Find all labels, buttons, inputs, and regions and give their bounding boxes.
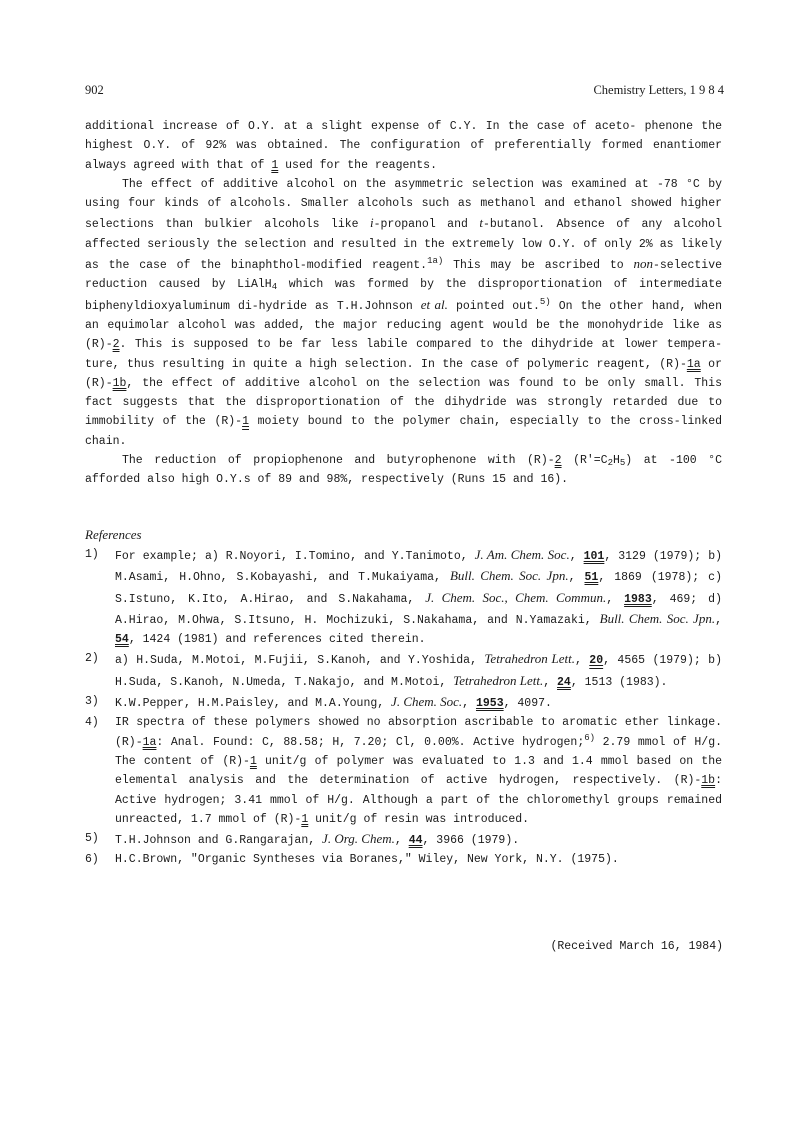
reference-item <box>85 850 722 869</box>
paragraph-1: additional increase of O.Y. at a slight expense of C.Y. In the case of aceto- phenone the highest O.Y. of 92% was obtained. The configuration of preferentially formed enantiomer always agreed with that of 1 used for the reagents. <box>85 120 722 172</box>
reference-text: H.C.Brown, "Organic Syntheses via Boranes," Wiley, New York, N.Y. (1975). <box>115 853 619 867</box>
reference-number: 1) <box>85 548 99 561</box>
references-list <box>85 545 722 870</box>
reference-number: 4) <box>85 716 99 730</box>
reference-text: K.W.Pepper, H.M.Paisley, and M.A.Young, J. Chem. Soc., 1953, 4097. <box>115 694 552 711</box>
reference-item <box>85 713 722 829</box>
paragraph-3: The reduction of propiophenone and butyrophenone with (R)-2 $(R'=C_2H_5)$ at -100 °C afforded also high O.Y.s of 89 and 98%, respectively (Runs 15 and 16). <box>85 454 722 487</box>
reference-item <box>85 545 722 649</box>
reference-text: For example; a) R.Noyori, I.Tomino, and Y.Tanimoto, J. Am. Chem. Soc., 101, 3129 (1979); b) M.Asami, H.Ohno, S.Kobayashi, and T.Mukaiyama, Bull. Chem. Soc. Jpn., 51, 1869 (1978); c) S.Istuno, K.Ito, A.Hirao, and S.Nakahama, J. Chem. Soc., Chem. Commun., 1983, 469; d) A.Hirao, M.Ohwa, S.Itsuno, H. Mochizuki, S.Nakahama, and N.Yamazaki, Bull. Chem. Soc. Jpn., 54, 1424 (1981) and references cited therein. <box>115 547 722 647</box>
received-date: (Received March 16, 1984) <box>550 940 723 953</box>
reference-number: 3) <box>85 695 99 709</box>
page-number: 902 <box>85 83 104 97</box>
reference-item <box>85 829 722 850</box>
journal-running-header: Chemistry Letters, 1 9 8 4 <box>593 83 724 97</box>
reference-number: 2) <box>85 652 99 666</box>
reference-number: 6) <box>85 853 99 867</box>
reference-item <box>85 649 722 692</box>
reference-text: T.H.Johnson and G.Rangarajan, J. Org. Chem., 44, 3966 (1979). <box>115 831 520 848</box>
reference-number: 5) <box>85 832 99 846</box>
reference-text: IR spectra of these polymers showed no absorption ascribable to aromatic ether linkage. (R)-1a: Anal. Found: C, 88.58; H, 7.20; Cl, 0.00%. Active hydrogen;$^{6)}$ 2.79 mmol of H/g. The content of (R)-1 unit/g of polymer was evaluated to 1.3 and 1.4 mmol based on the elemental analysis and the determination of active hydrogen, respectively. (R)-1b: Active hydrogen; 3.41 mmol of H/g. Although a part of the chloromethyl groups remained unreacted, 1.7 mmol of (R)-1 unit/g of resin was introduced. <box>115 716 722 826</box>
reference-item <box>85 692 722 713</box>
body-text <box>85 117 722 490</box>
paragraph-2: The effect of additive alcohol on the asymmetric selection was examined at -78 °C by using four kinds of alcohols. Smaller alcohols such as methanol and ethanol showed higher selections than bulkier alcohols like i-propanol and t-butanol. Absence of any alcohol affected seriously the selection and resulted in the extremely low O.Y. of only 2% as likely as the case of the binaphthol-modified reagent.$^{1a)}$ This may be ascribed to non-selective reduction caused by LiAlH$_4$ which was formed by the disproportionation of intermediate biphenyldioxyaluminum di-hydride as T.H.Johnson et al. pointed out.$^{5)}$ On the other hand, when an equimolar alcohol was added, the major reducing agent would be the monohydride like as (R)-2. This is supposed to be far less labile compared to the dihydride at lower tempera-ture, thus resulting in quite a high selection. In the case of polymeric reagent, (R)-1a or (R)-1b, the effect of additive alcohol on the selection was found to be only small. This fact suggests that the disproportionation of the dihydride was strongly retarded due to immobility of the (R)-1 moiety bound to the polymer chain, especially to the cross-linked chain. <box>85 177 723 448</box>
references-heading: References <box>85 527 142 542</box>
reference-text: a) H.Suda, M.Motoi, M.Fujii, S.Kanoh, and Y.Yoshida, Tetrahedron Lett., 20, 4565 (1979); b) H.Suda, S.Kanoh, N.Umeda, T.Nakajo, and M.Motoi, Tetrahedron Lett., 24, 1513 (1983). <box>115 651 722 689</box>
